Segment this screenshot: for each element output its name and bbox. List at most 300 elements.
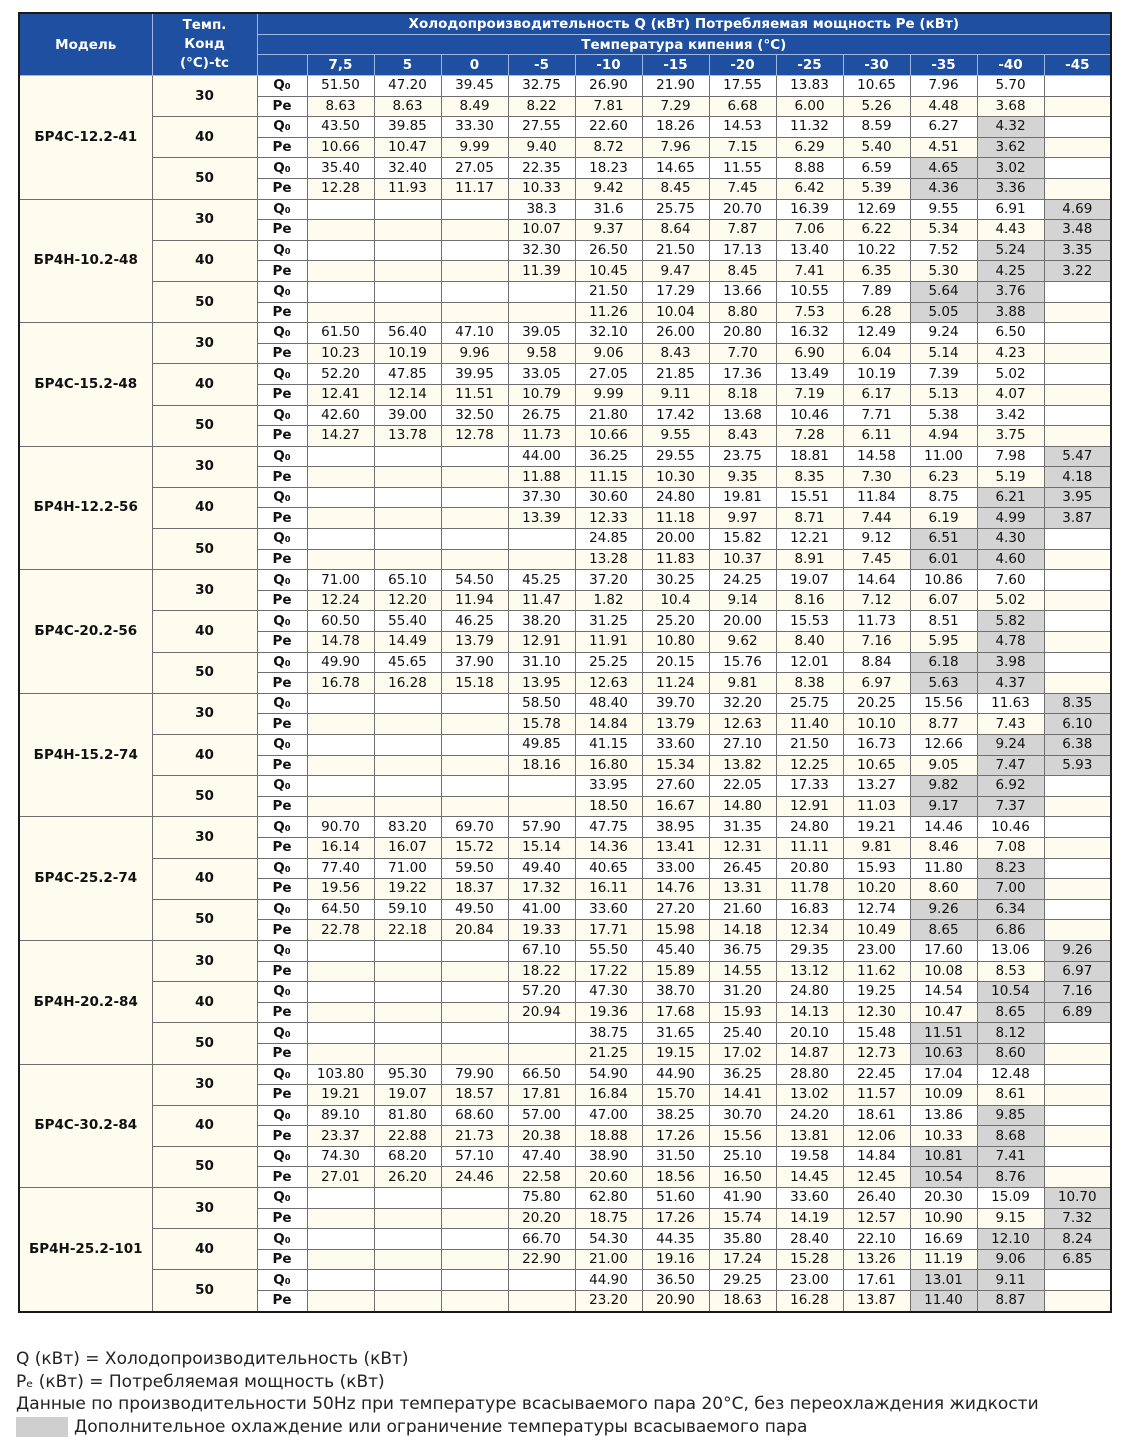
capacity-row — [19, 776, 1111, 797]
value-cell: 7.52 — [910, 240, 977, 261]
value-cell: 10.54 — [910, 1167, 977, 1188]
value-cell: 9.35 — [709, 467, 776, 488]
value-cell: 13.86 — [910, 1105, 977, 1126]
value-cell: 33.60 — [642, 735, 709, 756]
value-cell — [441, 755, 508, 776]
value-cell — [441, 508, 508, 529]
value-cell: 24.80 — [776, 982, 843, 1003]
value-cell: 8.12 — [977, 1023, 1044, 1044]
q-label: Q₀ — [257, 446, 307, 467]
q-label: Q₀ — [257, 158, 307, 179]
model-name: БР4Н-20.2-84 — [19, 940, 152, 1064]
value-cell: 23.75 — [709, 446, 776, 467]
value-cell: 5.13 — [910, 384, 977, 405]
value-cell: 35.40 — [307, 158, 374, 179]
pe-label: Pe — [257, 1002, 307, 1023]
value-cell — [1044, 879, 1111, 900]
value-cell: 5.05 — [910, 302, 977, 323]
value-cell: 13.01 — [910, 1270, 977, 1291]
value-cell: 33.60 — [575, 899, 642, 920]
value-cell: 7.89 — [843, 281, 910, 302]
value-cell — [1044, 364, 1111, 385]
value-cell — [441, 982, 508, 1003]
value-cell: 5.02 — [977, 364, 1044, 385]
value-cell: 44.90 — [575, 1270, 642, 1291]
value-cell: 57.00 — [508, 1105, 575, 1126]
value-cell: 14.55 — [709, 961, 776, 982]
value-cell: 11.93 — [374, 178, 441, 199]
pe-label: Pe — [257, 178, 307, 199]
value-cell: 6.42 — [776, 178, 843, 199]
value-cell: 51.60 — [642, 1188, 709, 1209]
value-cell — [307, 961, 374, 982]
evap-temp-header: 5 — [374, 55, 441, 76]
q-label: Q₀ — [257, 240, 307, 261]
pe-label: Pe — [257, 837, 307, 858]
pe-label: Pe — [257, 343, 307, 364]
value-cell: 11.62 — [843, 961, 910, 982]
value-cell — [374, 487, 441, 508]
value-cell: 47.10 — [441, 323, 508, 344]
value-cell: 30.60 — [575, 487, 642, 508]
value-cell: 39.85 — [374, 117, 441, 138]
value-cell: 12.91 — [508, 632, 575, 653]
value-cell: 11.73 — [508, 426, 575, 447]
value-cell: 15.74 — [709, 1208, 776, 1229]
capacity-row — [19, 693, 1111, 714]
value-cell: 3.95 — [1044, 487, 1111, 508]
value-cell: 5.64 — [910, 281, 977, 302]
value-cell: 8.51 — [910, 611, 977, 632]
q-label: Q₀ — [257, 817, 307, 838]
condensing-temp: 30 — [152, 323, 257, 364]
value-cell: 12.01 — [776, 652, 843, 673]
value-cell: 9.06 — [575, 343, 642, 364]
value-cell: 5.19 — [977, 467, 1044, 488]
value-cell: 17.33 — [776, 776, 843, 797]
value-cell: 19.56 — [307, 879, 374, 900]
pe-label: Pe — [257, 673, 307, 694]
capacity-row — [19, 735, 1111, 756]
value-cell: 8.24 — [1044, 1229, 1111, 1250]
value-cell: 10.45 — [575, 261, 642, 282]
value-cell: 13.81 — [776, 1126, 843, 1147]
value-cell: 31.6 — [575, 199, 642, 220]
capacity-row — [19, 611, 1111, 632]
value-cell: 7.16 — [1044, 982, 1111, 1003]
value-cell — [307, 467, 374, 488]
q-label: Q₀ — [257, 529, 307, 550]
value-cell: 6.29 — [776, 137, 843, 158]
value-cell: 31.50 — [642, 1146, 709, 1167]
value-cell: 8.68 — [977, 1126, 1044, 1147]
value-cell: 11.15 — [575, 467, 642, 488]
value-cell: 16.84 — [575, 1085, 642, 1106]
value-cell: 7.53 — [776, 302, 843, 323]
value-cell: 11.78 — [776, 879, 843, 900]
value-cell: 24.46 — [441, 1167, 508, 1188]
value-cell: 23.37 — [307, 1126, 374, 1147]
condensing-temp: 40 — [152, 1105, 257, 1146]
value-cell: 13.95 — [508, 673, 575, 694]
value-cell — [441, 776, 508, 797]
value-cell — [307, 735, 374, 756]
value-cell: 11.80 — [910, 858, 977, 879]
value-cell: 4.36 — [910, 178, 977, 199]
value-cell — [374, 467, 441, 488]
value-cell: 11.51 — [441, 384, 508, 405]
pe-label: Pe — [257, 796, 307, 817]
model-name: БР4Н-10.2-48 — [19, 199, 152, 323]
value-cell: 10.55 — [776, 281, 843, 302]
value-cell — [374, 796, 441, 817]
value-cell: 20.15 — [642, 652, 709, 673]
value-cell — [441, 199, 508, 220]
value-cell: 12.66 — [910, 735, 977, 756]
value-cell — [374, 1291, 441, 1312]
value-cell: 10.80 — [642, 632, 709, 653]
value-cell — [1044, 590, 1111, 611]
value-cell: 6.01 — [910, 549, 977, 570]
value-cell: 3.22 — [1044, 261, 1111, 282]
value-cell — [374, 220, 441, 241]
value-cell: 4.65 — [910, 158, 977, 179]
value-cell: 6.51 — [910, 529, 977, 550]
evap-temp-header: -40 — [977, 55, 1044, 76]
legend — [16, 1416, 1039, 1439]
value-cell: 7.60 — [977, 570, 1044, 591]
evap-temp-header: 7,5 — [307, 55, 374, 76]
value-cell: 14.65 — [642, 158, 709, 179]
value-cell: 64.50 — [307, 899, 374, 920]
value-cell: 8.46 — [910, 837, 977, 858]
value-cell: 31.10 — [508, 652, 575, 673]
value-cell: 13.26 — [843, 1249, 910, 1270]
value-cell: 7.19 — [776, 384, 843, 405]
value-cell: 18.57 — [441, 1085, 508, 1106]
value-cell: 10.04 — [642, 302, 709, 323]
value-cell: 5.40 — [843, 137, 910, 158]
value-cell: 23.00 — [776, 1270, 843, 1291]
value-cell: 36.25 — [709, 1064, 776, 1085]
value-cell: 11.91 — [575, 632, 642, 653]
value-cell — [374, 281, 441, 302]
value-cell: 38.20 — [508, 611, 575, 632]
value-cell: 6.89 — [1044, 1002, 1111, 1023]
value-cell: 4.32 — [977, 117, 1044, 138]
q-label: Q₀ — [257, 1270, 307, 1291]
value-cell — [307, 1291, 374, 1312]
value-cell: 30.70 — [709, 1105, 776, 1126]
pe-label: Pe — [257, 384, 307, 405]
condensing-temp: 40 — [152, 364, 257, 405]
value-cell: 18.16 — [508, 755, 575, 776]
pe-label: Pe — [257, 220, 307, 241]
value-cell: 7.43 — [977, 714, 1044, 735]
value-cell: 12.41 — [307, 384, 374, 405]
value-cell: 16.78 — [307, 673, 374, 694]
value-cell: 31.25 — [575, 611, 642, 632]
value-cell: 15.48 — [843, 1023, 910, 1044]
value-cell — [441, 1291, 508, 1312]
value-cell: 15.28 — [776, 1249, 843, 1270]
value-cell: 14.45 — [776, 1167, 843, 1188]
value-cell: 6.28 — [843, 302, 910, 323]
value-cell: 66.70 — [508, 1229, 575, 1250]
value-cell: 46.25 — [441, 611, 508, 632]
q-label: Q₀ — [257, 1229, 307, 1250]
capacity-row — [19, 199, 1111, 220]
value-cell — [307, 1208, 374, 1229]
value-cell: 20.84 — [441, 920, 508, 941]
value-cell: 6.18 — [910, 652, 977, 673]
condensing-temp: 50 — [152, 899, 257, 940]
capacity-row — [19, 240, 1111, 261]
value-cell: 22.05 — [709, 776, 776, 797]
value-cell: 11.73 — [843, 611, 910, 632]
model-name: БР4Н-15.2-74 — [19, 693, 152, 817]
value-cell: 6.11 — [843, 426, 910, 447]
value-cell — [307, 220, 374, 241]
q-label: Q₀ — [257, 611, 307, 632]
value-cell — [374, 940, 441, 961]
value-cell: 20.90 — [642, 1291, 709, 1312]
label-spacer-header — [257, 55, 307, 76]
value-cell: 18.37 — [441, 879, 508, 900]
value-cell: 13.66 — [709, 281, 776, 302]
value-cell: 22.90 — [508, 1249, 575, 1270]
value-cell: 31.65 — [642, 1023, 709, 1044]
value-cell: 8.59 — [843, 117, 910, 138]
value-cell: 24.80 — [642, 487, 709, 508]
value-cell: 6.19 — [910, 508, 977, 529]
value-cell: 14.13 — [776, 1002, 843, 1023]
value-cell: 9.81 — [843, 837, 910, 858]
performance-table — [18, 12, 1112, 1313]
value-cell: 39.45 — [441, 76, 508, 97]
value-cell — [1044, 343, 1111, 364]
value-cell: 8.49 — [441, 96, 508, 117]
condensing-temp: 40 — [152, 611, 257, 652]
value-cell: 15.34 — [642, 755, 709, 776]
pe-label: Pe — [257, 467, 307, 488]
value-cell: 26.20 — [374, 1167, 441, 1188]
value-cell: 10.79 — [508, 384, 575, 405]
value-cell: 75.80 — [508, 1188, 575, 1209]
value-cell: 18.81 — [776, 446, 843, 467]
value-cell: 26.90 — [575, 76, 642, 97]
value-cell: 39.95 — [441, 364, 508, 385]
value-cell: 39.05 — [508, 323, 575, 344]
value-cell: 18.61 — [843, 1105, 910, 1126]
value-cell: 28.80 — [776, 1064, 843, 1085]
value-cell: 12.33 — [575, 508, 642, 529]
value-cell: 54.90 — [575, 1064, 642, 1085]
q-label: Q₀ — [257, 487, 307, 508]
value-cell — [374, 1208, 441, 1229]
value-cell: 7.15 — [709, 137, 776, 158]
pe-label: Pe — [257, 96, 307, 117]
value-cell — [1044, 1043, 1111, 1064]
value-cell: 12.57 — [843, 1208, 910, 1229]
value-cell: 12.91 — [776, 796, 843, 817]
model-column-header: Модель — [19, 13, 152, 76]
value-cell — [441, 302, 508, 323]
value-cell: 15.53 — [776, 611, 843, 632]
value-cell — [1044, 529, 1111, 550]
value-cell: 20.80 — [709, 323, 776, 344]
value-cell: 62.80 — [575, 1188, 642, 1209]
value-cell — [307, 549, 374, 570]
value-cell: 16.14 — [307, 837, 374, 858]
value-cell — [307, 302, 374, 323]
capacity-row — [19, 323, 1111, 344]
value-cell: 10.4 — [642, 590, 709, 611]
value-cell: 35.80 — [709, 1229, 776, 1250]
value-cell: 8.65 — [977, 1002, 1044, 1023]
value-cell: 57.20 — [508, 982, 575, 1003]
capacity-row — [19, 158, 1111, 179]
value-cell: 11.55 — [709, 158, 776, 179]
q-label: Q₀ — [257, 735, 307, 756]
value-cell — [374, 1002, 441, 1023]
value-cell: 7.96 — [910, 76, 977, 97]
value-cell — [1044, 1146, 1111, 1167]
value-cell: 17.32 — [508, 879, 575, 900]
value-cell: 14.53 — [709, 117, 776, 138]
value-cell: 9.97 — [709, 508, 776, 529]
value-cell: 11.19 — [910, 1249, 977, 1270]
value-cell — [508, 1291, 575, 1312]
value-cell: 12.21 — [776, 529, 843, 550]
value-cell: 10.70 — [1044, 1188, 1111, 1209]
value-cell — [1044, 817, 1111, 838]
value-cell: 32.75 — [508, 76, 575, 97]
value-cell: 10.63 — [910, 1043, 977, 1064]
value-cell — [441, 735, 508, 756]
condensing-temp: 50 — [152, 1146, 257, 1187]
value-cell: 43.50 — [307, 117, 374, 138]
value-cell: 11.40 — [776, 714, 843, 735]
value-cell: 20.25 — [843, 693, 910, 714]
value-cell: 9.24 — [910, 323, 977, 344]
condensing-temp-header — [152, 13, 257, 76]
capacity-row — [19, 652, 1111, 673]
capacity-row — [19, 982, 1111, 1003]
value-cell: 7.98 — [977, 446, 1044, 467]
value-cell: 9.62 — [709, 632, 776, 653]
value-cell: 12.45 — [843, 1167, 910, 1188]
value-cell: 32.10 — [575, 323, 642, 344]
value-cell: 11.39 — [508, 261, 575, 282]
value-cell: 29.25 — [709, 1270, 776, 1291]
value-cell: 4.23 — [977, 343, 1044, 364]
value-cell: 6.92 — [977, 776, 1044, 797]
value-cell: 11.84 — [843, 487, 910, 508]
legend-gray-swatch — [16, 1417, 68, 1437]
value-cell: 68.60 — [441, 1105, 508, 1126]
value-cell: 56.40 — [374, 323, 441, 344]
value-cell: 1.82 — [575, 590, 642, 611]
value-cell — [374, 529, 441, 550]
value-cell: 14.18 — [709, 920, 776, 941]
value-cell: 10.19 — [843, 364, 910, 385]
q-label: Q₀ — [257, 940, 307, 961]
value-cell: 20.20 — [508, 1208, 575, 1229]
value-cell: 12.31 — [709, 837, 776, 858]
value-cell: 13.27 — [843, 776, 910, 797]
pe-label: Pe — [257, 1208, 307, 1229]
value-cell: 16.80 — [575, 755, 642, 776]
value-cell — [508, 549, 575, 570]
evap-temp-header: -45 — [1044, 55, 1111, 76]
value-cell: 14.27 — [307, 426, 374, 447]
condensing-temp: 50 — [152, 652, 257, 693]
value-cell: 19.15 — [642, 1043, 709, 1064]
value-cell: 11.40 — [910, 1291, 977, 1312]
value-cell — [374, 693, 441, 714]
value-cell — [374, 1023, 441, 1044]
value-cell — [441, 261, 508, 282]
value-cell: 9.55 — [642, 426, 709, 447]
value-cell — [441, 940, 508, 961]
value-cell: 74.30 — [307, 1146, 374, 1167]
value-cell: 5.34 — [910, 220, 977, 241]
value-cell: 6.91 — [977, 199, 1044, 220]
q-label: Q₀ — [257, 899, 307, 920]
q-label: Q₀ — [257, 693, 307, 714]
value-cell: 11.17 — [441, 178, 508, 199]
value-cell: 6.59 — [843, 158, 910, 179]
evap-temp-header: -20 — [709, 55, 776, 76]
value-cell: 9.11 — [642, 384, 709, 405]
value-cell — [441, 1270, 508, 1291]
q-definition: Q (кВт) = Холодопроизводительность (кВт) — [16, 1349, 409, 1369]
value-cell: 10.33 — [508, 178, 575, 199]
pe-label: Pe — [257, 302, 307, 323]
value-cell: 71.00 — [307, 570, 374, 591]
value-cell: 20.30 — [910, 1188, 977, 1209]
value-cell: 10.81 — [910, 1146, 977, 1167]
table-body — [19, 76, 1111, 1312]
value-cell: 6.86 — [977, 920, 1044, 941]
value-cell: 21.90 — [642, 76, 709, 97]
value-cell: 13.31 — [709, 879, 776, 900]
value-cell: 3.75 — [977, 426, 1044, 447]
q-label: Q₀ — [257, 858, 307, 879]
value-cell — [374, 961, 441, 982]
value-cell: 69.70 — [441, 817, 508, 838]
capacity-row — [19, 899, 1111, 920]
value-cell: 48.40 — [575, 693, 642, 714]
value-cell: 6.27 — [910, 117, 977, 138]
condensing-temp: 30 — [152, 693, 257, 734]
capacity-row — [19, 1023, 1111, 1044]
value-cell: 6.38 — [1044, 735, 1111, 756]
value-cell: 66.50 — [508, 1064, 575, 1085]
value-cell: 36.75 — [709, 940, 776, 961]
model-name: БР4С-30.2-84 — [19, 1064, 152, 1188]
value-cell: 13.68 — [709, 405, 776, 426]
value-cell — [374, 1043, 441, 1064]
model-name: БР4Н-25.2-101 — [19, 1188, 152, 1312]
value-cell: 10.49 — [843, 920, 910, 941]
value-cell: 11.51 — [910, 1023, 977, 1044]
value-cell: 37.30 — [508, 487, 575, 508]
value-cell: 6.10 — [1044, 714, 1111, 735]
value-cell: 9.26 — [910, 899, 977, 920]
value-cell — [307, 487, 374, 508]
